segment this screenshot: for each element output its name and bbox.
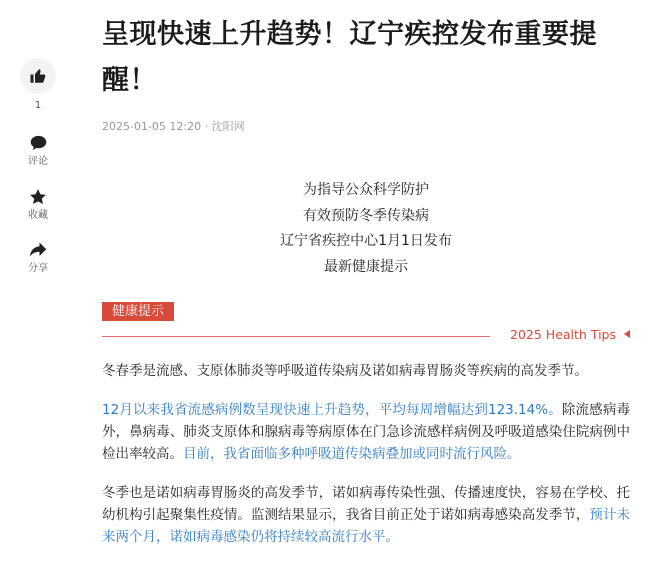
like-icon-circle [20, 58, 56, 94]
section-header [102, 302, 630, 346]
article [102, 0, 630, 548]
thumbs-up-icon [29, 67, 47, 85]
section-divider [102, 336, 490, 337]
share-label: 分享 [28, 263, 48, 274]
intro-block [102, 178, 630, 280]
comment-icon [29, 134, 47, 152]
highlight-text: 12月以来我省流感病例数呈现快速上升趋势，平均每周增幅达到123.14%。 [102, 402, 562, 418]
intro-line: 辽宁省疾控中心1月1日发布 [280, 233, 452, 249]
article-title: 呈现快速上升趋势！辽宁疾控发布重要提醒！ [102, 19, 597, 96]
action-sidebar [18, 58, 58, 275]
intro-line: 最新健康提示 [324, 258, 408, 275]
triangle-left-icon [624, 330, 630, 338]
comment-button[interactable] [18, 134, 58, 168]
favorite-button[interactable] [18, 188, 58, 222]
article-meta: 2025-01-05 12:20 · 沈阳网 [102, 120, 245, 133]
star-icon [29, 188, 47, 206]
like-count: 1 [34, 100, 42, 111]
intro-line: 有效预防冬季传染病 [303, 207, 429, 224]
intro-line: 为指导公众科学防护 [303, 182, 429, 198]
body-text: 冬季也是诺如病毒胃肠炎的高发季节，诺如病毒传染性强、传播速度快，容易在学校、托幼机构引起聚集性疫情。监测结果显示，我省目前正处于诺如病毒感染高发季节， [102, 485, 630, 523]
paragraph-2 [102, 399, 630, 465]
favorite-label: 收藏 [28, 210, 48, 221]
section-tag: 健康提示 [102, 302, 174, 321]
paragraph-1: 冬春季是流感、支原体肺炎等呼吸道传染病及诺如病毒胃肠炎等疾病的高发季节。 [102, 363, 588, 379]
body-text: 除流感病毒外，鼻病毒、肺炎支原体和腺病毒等病原体在门急诊流感样病例及呼吸道感染住院病例中检出率较高。 [102, 402, 630, 462]
highlight-text: 预计未来两个月，诺如病毒感染仍将持续较高流行水平。 [102, 507, 631, 545]
share-icon [29, 241, 47, 259]
paragraph-3 [102, 482, 630, 548]
section-tag-english: 2025 Health Tips [510, 327, 616, 342]
comment-label: 评论 [28, 156, 48, 167]
share-button[interactable] [18, 241, 58, 275]
like-button[interactable] [18, 58, 58, 112]
highlight-text: 目前，我省面临多种呼吸道传染病叠加或同时流行风险。 [183, 446, 521, 462]
